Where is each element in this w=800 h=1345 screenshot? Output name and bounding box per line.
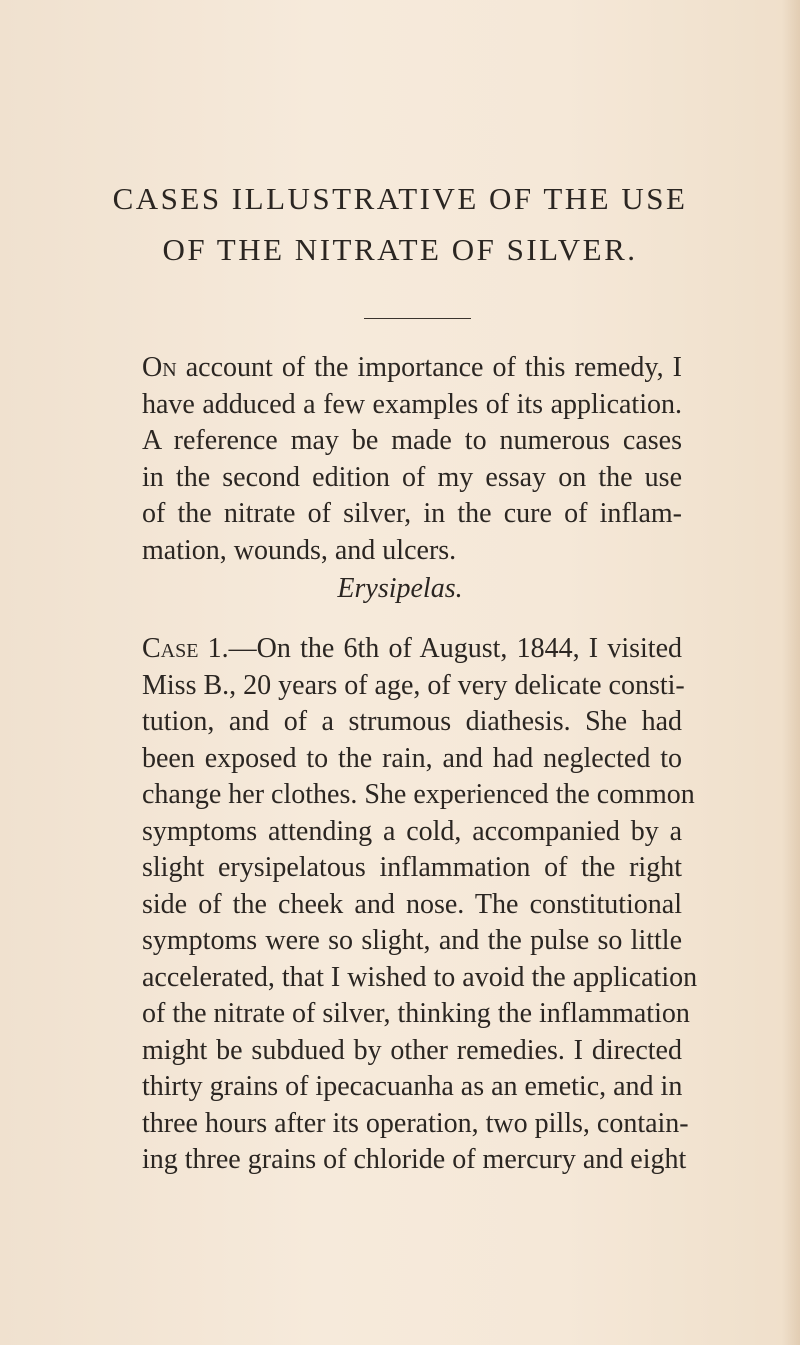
case-1-line-8: side of the cheek and nose. The constitutional <box>142 888 682 920</box>
intro-line-3: A reference may be made to numerous cases <box>142 425 682 456</box>
intro-lead-word: On <box>142 352 177 383</box>
case-1-line-5: change her clothes. She experienced the common <box>142 779 695 810</box>
case-1-line-14: three hours after its operation, two pills, contain- <box>142 1107 689 1139</box>
section-heading: Erysipelas. <box>337 573 463 604</box>
case-1-line-11: of the nitrate of silver, thinking the inflammation <box>142 998 690 1029</box>
intro-line-4: in the second edition of my essay on the use <box>142 461 682 493</box>
case-1-line-7: slight erysipelatous inflammation of the right <box>142 852 682 883</box>
case-1-line-1: Case 1.—On the 6th of August, 1844, I visited <box>142 633 682 664</box>
case-1-line-15: ing three grains of chloride of mercury and eight <box>142 1144 687 1175</box>
intro-line-2: have adduced a few examples of its application. <box>142 388 682 420</box>
intro-line-1: On account of the importance of this remedy, I <box>142 352 682 383</box>
title-divider-rule <box>364 318 471 319</box>
case-1-line-4: been exposed to the rain, and had neglected to <box>142 742 682 774</box>
case-1-line-2: Miss B., 20 years of age, of very delicate consti- <box>142 669 685 701</box>
case-1-line-13: thirty grains of ipecacuanha as an emetic, and in <box>142 1071 683 1102</box>
case-1-line-12: might be subdued by other remedies. I directed <box>142 1034 682 1066</box>
case-1-line-9: symptoms were so slight, and the pulse so little <box>142 925 682 956</box>
intro-line-6: mation, wounds, and ulcers. <box>142 534 457 566</box>
case-lead-word: Case <box>142 633 199 664</box>
intro-line-5: of the nitrate of silver, in the cure of inflam- <box>142 498 682 529</box>
case-1-line-10: accelerated, that I wished to avoid the application <box>142 961 698 993</box>
chapter-title-line-2: OF THE NITRATE OF SILVER. <box>162 232 638 267</box>
case-1-line-3: tution, and of a strumous diathesis. She had <box>142 706 682 737</box>
case-1-line-6: symptoms attending a cold, accompanied by a <box>142 815 682 847</box>
chapter-title-line-1: CASES ILLUSTRATIVE OF THE USE <box>112 181 688 216</box>
intro-paragraph <box>142 350 682 569</box>
case-1-paragraph <box>142 631 698 1179</box>
